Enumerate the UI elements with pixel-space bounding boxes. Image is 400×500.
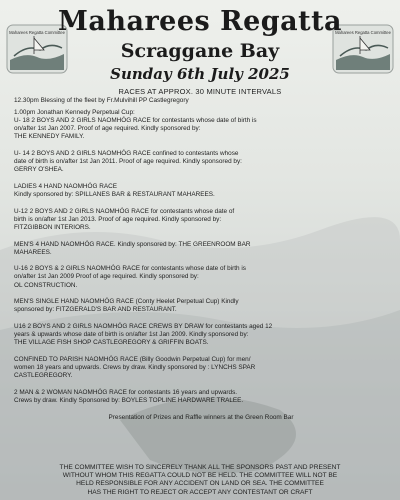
committee-footer [10,464,390,497]
race-intervals-note: RACES AT APPROX. 30 MINUTE INTERVALS [118,87,282,96]
footer-text: THE COMMITTEE WISH TO SINCERELY THANK ALL THE SPONSORS PAST AND PRESENT WITHOUT WHOM THIS REGATTA COULD NOT BE HELD. THE COMMITTEE WILL NOT BE HELD RESPONSIBLE FOR ANY ACCIDENT ON LAND OR SEA. THE COMMITTEE HAS THE RIGHT TO REJECT OR ACCEPT ANY CONTESTANT OR CRAFT [59,464,341,496]
event-date: Sunday 6th July 2025 [110,65,290,83]
presentation-note: Presentation of Prizes and Raffle winners at the Green Room Bar [108,413,294,421]
race-schedule [14,97,388,430]
schedule-item-mens-single: MEN'S SINGLE HAND NAOMHÓG RACE (Conty Heelet Perpetual Cup) Kindly sponsored by: FITZGERALD'S BAR AND RESTAURANT. [14,298,239,314]
logo-text-right: Maharees Regatta Committee [335,30,391,35]
schedule-item-mixed: 2 MAN & 2 WOMAN NAOMHÓG RACE for contestants 16 years and upwards. Crews by draw. Kindly Sponsored by: BOYLES TOPLINE HARDWARE TRALEE. [14,388,244,404]
schedule-item-u12: U-12 2 BOYS AND 2 GIRLS NAOMHÓG RACE for contestants whose date of birth is on/after 1st Jan 2013. Proof of age required. Kindly sponsored by: FITZGIBBON INTERIORS. [14,207,235,231]
poster-subtitle: Scraggane Bay [120,40,280,62]
schedule-item-parish: CONFINED TO PARISH NAOMHÓG RACE (Billy Goodwin Perpetual Cup) for men/ women 18 years and upwards. Crews by draw. Kindly sponsored by : LYNCHS SPAR CASTLEGREGORY. [14,355,256,380]
logo-text-left: Maharees Regatta Committee [9,30,65,35]
schedule-item-u18: 1.00pm Jonathan Kennedy Perpetual Cup: U- 18 2 BOYS AND 2 GIRLS NAOMHÓG RACE for contestants whose date of birth is on/after 1st Jan 2007. Proof of age required. Kindly sponsored by: THE KENNEDY FAMILY. [14,109,257,141]
schedule-item-u16-draw: U16 2 BOYS AND 2 GIRLS NAOMHÓG RACE CREWS BY DRAW for contestants aged 12 years & upwards whose date of birth is on/after 1st Jan 2009. Kindly sponsored by: THE VILLAGE FISH SHOP CASTLEGREGORY & GRIFFIN BOATS. [14,323,273,347]
schedule-item-ladies: LADIES 4 HAND NAOMHÓG RACE Kindly sponsored by: SPILLANES BAR & RESTAURANT MAHAREES. [14,182,215,199]
schedule-item-u16: U-16 2 BOYS & 2 GIRLS NAOMHÓG RACE for contestants whose date of birth is on/after 1st Jan 2009 Proof of age required. Kindly sponsored by: OL CONSTRUCTION. [14,265,246,289]
poster-title: Maharees Regatta [57,6,343,37]
schedule-item-blessing: 12.30pm Blessing of the fleet by Fr.Mulvihill PP Castlegregory [14,97,189,104]
schedule-item-u14: U- 14 2 BOYS AND 2 GIRLS NAOMHÓG RACE confined to contestants whose date of birth is on/after 1st Jan 2011. Proof of age required. Kindly sponsored by: GERRY O'SHEA. [14,150,242,174]
schedule-item-mens-4-hand: MEN'S 4 HAND NAOMHÓG RACE. Kindly sponsored by: THE GREENROOM BAR MAHAREES. [14,240,251,256]
